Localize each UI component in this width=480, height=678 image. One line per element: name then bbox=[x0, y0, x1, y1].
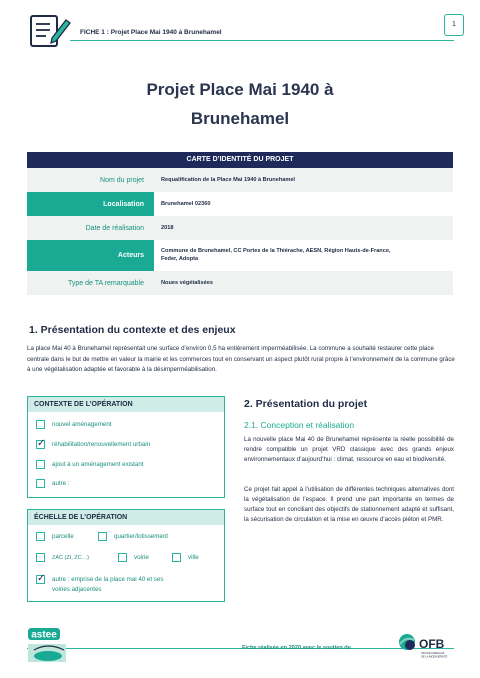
checkbox-autre-echelle[interactable] bbox=[36, 575, 45, 584]
astee-logo bbox=[26, 626, 70, 668]
checkbox-quartier[interactable] bbox=[98, 532, 107, 541]
identity-row bbox=[27, 240, 453, 271]
option-label: ZAC (ZI, ZC…) bbox=[52, 555, 89, 561]
section2-paragraph: Ce projet fait appel à l’utilisation de différentes techniques alternatives dont la végétalisation de l’espace. Il prend une part importante en termes de surface tout en conciliant des objectifs de stationnement adapté et suffisant, la sécurisation de circulation et la mise en œuvre d’accès piéton et PMR. bbox=[244, 486, 454, 523]
identity-value-line2: Feder, Adopta bbox=[161, 256, 199, 262]
identity-row bbox=[27, 168, 453, 192]
identity-value bbox=[154, 240, 453, 271]
section2-paragraph: La nouvelle place Mai 40 de Brunehamel représente la réelle possibilité de rendre compatible un projet VRD classique avec des grands enjeux environnementaux d’aujourd’hui : climat, ressource en eau et biodiversité. bbox=[244, 436, 454, 463]
scale-box-heading: ÉCHELLE DE L’OPÉRATION bbox=[28, 510, 224, 525]
identity-value: 2018 bbox=[161, 225, 174, 231]
option-label: autre : bbox=[52, 480, 70, 487]
option-label: quartier/lotissement bbox=[114, 533, 168, 540]
identity-row bbox=[27, 216, 453, 240]
option-label-line1: autre : emprise de la place mai 40 et ses bbox=[52, 576, 164, 583]
option-label: ajout à un aménagement existant bbox=[52, 461, 144, 468]
ofb-logo bbox=[398, 630, 454, 670]
identity-key: Nom du projet bbox=[27, 168, 154, 192]
checkbox-ajout[interactable] bbox=[36, 460, 45, 469]
identity-key: Acteurs bbox=[27, 240, 154, 271]
section1-heading: 1. Présentation du contexte et des enjeux bbox=[29, 324, 236, 336]
page-title-line1: Projet Place Mai 1940 à bbox=[146, 80, 334, 99]
section2-subheading: 2.1. Conception et réalisation bbox=[244, 420, 355, 430]
footer-rule bbox=[27, 648, 454, 649]
checkbox-nouvel-amenagement[interactable] bbox=[36, 420, 45, 429]
ofb-logo-text: OFB bbox=[419, 637, 445, 651]
identity-card-table bbox=[27, 152, 453, 295]
option-label: parcelle bbox=[52, 533, 74, 540]
footer-text: Fiche réalisée en 2020 avec le soutien de bbox=[242, 645, 351, 651]
option-label-autre bbox=[52, 575, 163, 595]
option-label: nouvel aménagement bbox=[52, 421, 112, 428]
section1-text: La place Mai 40 à Brunehamel représentait une surface d’environ 0,5 ha entièrement imperméabilisée. La commune a souhaité restaurer cette place centrale dans le but de mettre en valeur la mairie et les commerces tout en conservant un aspect plutôt rural propre à l’environnement de la commune grâce à une végétalisation adaptée et favorable à la désimperméabilisation. bbox=[27, 345, 455, 373]
ofb-logo-sub2: DE LA BIODIVERSITÉ bbox=[421, 655, 448, 659]
page-title-line2: Brunehamel bbox=[190, 109, 290, 128]
astee-logo-text: astee bbox=[31, 629, 57, 641]
identity-value-line1: Commune de Brunehamel, CC Portes de la Thiérache, AESN, Région Hauts-de-France, bbox=[161, 248, 391, 254]
option-label: voirie bbox=[134, 554, 149, 561]
checkbox-autre[interactable] bbox=[36, 479, 45, 488]
checkbox-parcelle[interactable] bbox=[36, 532, 45, 541]
identity-row bbox=[27, 271, 453, 295]
identity-row bbox=[27, 192, 453, 216]
identity-value: Requalification de la Place Mai 1940 à Brunehamel bbox=[161, 177, 295, 183]
checkmark-icon: ✓ bbox=[37, 438, 46, 449]
checkbox-ville[interactable] bbox=[172, 553, 181, 562]
context-box-heading: CONTEXTE DE L’OPÉRATION bbox=[28, 397, 224, 412]
identity-value: Noues végétalisées bbox=[161, 280, 213, 286]
checkmark-icon: ✓ bbox=[37, 573, 46, 584]
checkbox-rehabilitation[interactable] bbox=[36, 440, 45, 449]
option-label-line2: voiries adjacentes bbox=[52, 586, 102, 593]
option-label: réhabilitation/renouvellement urbain bbox=[52, 441, 151, 448]
identity-card-heading: CARTE D’IDENTITÉ DU PROJET bbox=[27, 152, 453, 168]
checkbox-voirie[interactable] bbox=[118, 553, 127, 562]
document-pencil-icon bbox=[28, 12, 72, 50]
checkbox-zac[interactable] bbox=[36, 553, 45, 562]
option-label: ville bbox=[188, 554, 199, 561]
page-number: 1 bbox=[444, 14, 464, 36]
identity-value: Brunehamel 02360 bbox=[161, 201, 211, 207]
header-rule bbox=[70, 40, 454, 41]
header-title: FICHE 1 : Projet Place Mai 1940 à Brunehamel bbox=[80, 29, 222, 36]
ofb-logo-sub1: OFFICE FRANÇAIS bbox=[421, 652, 445, 655]
section2-heading: 2. Présentation du projet bbox=[244, 398, 368, 410]
identity-key: Date de réalisation bbox=[27, 216, 154, 240]
identity-key: Localisation bbox=[27, 192, 154, 216]
identity-key: Type de TA remarquable bbox=[27, 271, 154, 295]
